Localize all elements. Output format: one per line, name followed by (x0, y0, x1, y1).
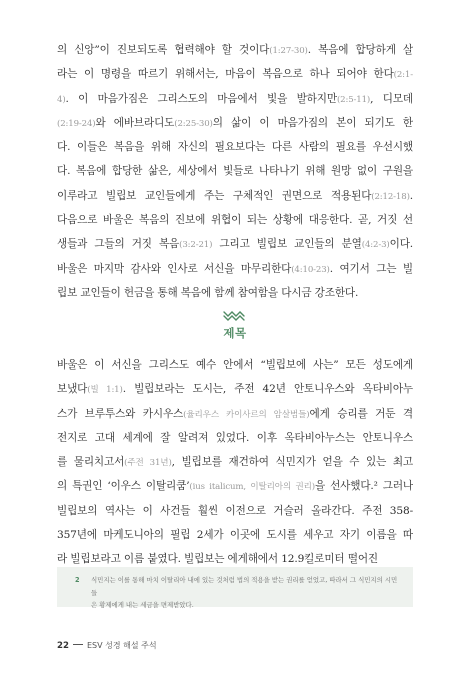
text-segment: 라는 이 명령을 따르기 위해서는, 마음이 복음으로 하나 되어야 한다 (57, 68, 394, 81)
text-segment: 이다. (389, 238, 413, 251)
scripture-reference: (2:12-18) (371, 191, 410, 202)
text-segment: 357년에 마케도니아의 필립 2세가 이곳에 도시를 세우고 자기 이름을 따 (57, 529, 413, 542)
text-segment: 그리고 빌립보 교인들의 분열 (212, 238, 362, 251)
scripture-reference: (2:19-24) (57, 118, 96, 129)
text-segment: 다. 이들은 복음을 위해 자신의 필요보다는 다른 사람의 필요를 우선시했 (57, 141, 413, 154)
text-segment: 다음으로 바울은 복음의 진보에 위협이 되는 상황에 대응한다. 곧, 거짓 선 (57, 214, 413, 227)
footnote-line-1: 식민지는 이를 통해 마치 이탈리아 내에 있는 것처럼 법의 적용을 받는 권리를 얻었고, 따라서 그 식민지의 시민들 (91, 576, 398, 597)
text-line (57, 135, 413, 159)
scripture-reference: (주전 31년) (124, 458, 172, 469)
text-segment: . 이 마음가짐은 그리스도의 마음에서 빛을 발하지만 (65, 92, 337, 105)
text-segment: 에게 승리를 거둔 격 (309, 407, 413, 420)
text-segment: . (409, 189, 413, 202)
text-segment: 의 신앙”이 진보되도록 협력해야 할 것이다 (57, 44, 270, 56)
text-segment: 의 특권인 ‘이우스 이탈리쿰’ (57, 480, 190, 493)
text-line (57, 499, 413, 523)
footnote-number: 2 (75, 576, 80, 584)
body-paragraph-2 (57, 353, 413, 572)
text-segment: 을 선사했다.² 그러나 (314, 480, 413, 493)
text-segment: . 복음에 합당하게 살 (307, 44, 413, 56)
text-line (57, 426, 413, 450)
footer-divider (73, 644, 83, 645)
text-line (57, 87, 413, 111)
section-heading: 제목 (223, 326, 247, 340)
text-line (57, 257, 413, 281)
text-line (57, 523, 413, 547)
footnote-box (57, 567, 413, 607)
scripture-reference: (4:2-3) (361, 240, 390, 251)
text-segment: 를 물리치고서 (57, 456, 125, 469)
book-title: ESV 성경 해설 주석 (86, 641, 157, 650)
text-segment: 보냈다 (57, 383, 88, 396)
text-segment: 다. 복음에 합당한 삶은, 세상에서 빛들로 나타나기 위해 원망 없이 구원을 (57, 165, 413, 178)
scripture-reference: (1:27-30) (269, 46, 308, 56)
scripture-reference: (2:25-30) (174, 118, 213, 129)
scripture-reference: (4:10-23) (291, 264, 330, 275)
scripture-reference: (3:2-21) (179, 240, 213, 251)
text-line (57, 450, 413, 474)
text-segment: 바울은 이 서신을 그리스도 예수 안에서 “빌립보에 사는” 모든 성도에게 (57, 359, 413, 371)
text-line (57, 281, 413, 305)
text-segment: 이루라고 빌립보 교인들에게 주는 구체적인 권면으로 적용된다 (57, 189, 372, 202)
text-line (57, 402, 413, 426)
text-segment: . 빌립보라는 도시는, 주전 42년 안토니우스와 옥타비아누 (122, 383, 413, 396)
text-line (57, 159, 413, 183)
page-footer (57, 640, 157, 651)
text-segment: 스가 브루투스와 카시우스 (57, 407, 184, 420)
scripture-reference: (빌 1:1) (87, 385, 123, 396)
scripture-reference: (율리우스 카이사르의 암살범들) (183, 409, 310, 420)
text-segment: 립보 교인들이 헌금을 통해 복음에 함께 참여함을 다시금 강조한다. (57, 286, 359, 299)
text-segment: 생들과 그들의 거짓 복음 (57, 238, 180, 251)
scripture-reference: (2:1- (393, 70, 413, 81)
text-line (57, 184, 413, 208)
text-segment: 바울은 마지막 감사와 인사로 서신을 마무리한다 (57, 262, 292, 275)
text-segment: , 디모데 (370, 92, 413, 105)
text-line (57, 474, 413, 498)
text-segment: . 여기서 그는 빌 (329, 262, 413, 275)
text-segment: 의 삶이 이 마음가짐의 본이 되기도 한 (212, 116, 413, 129)
scripture-reference: 4) (57, 94, 66, 105)
text-line (57, 208, 413, 232)
section-ornament-icon (221, 309, 249, 323)
text-segment: 전지로 고대 세계에 잘 알려져 있었다. 이후 옥타비아누스는 안토니우스 (57, 431, 413, 444)
text-line (57, 353, 413, 377)
text-line (57, 62, 413, 86)
body-paragraph-1 (57, 38, 413, 305)
text-segment: 라 빌립보라고 이름 붙였다. 빌립보는 에게해에서 12.9킬로미터 떨어진 (57, 553, 378, 566)
text-line (57, 38, 413, 62)
text-segment: , 빌립보를 재건하여 식민지가 얻을 수 있는 최고 (171, 456, 413, 469)
text-segment: 와 에바브라디도 (95, 116, 175, 129)
text-line (57, 377, 413, 401)
text-line (57, 111, 413, 135)
page-number: 22 (57, 641, 69, 651)
scripture-reference: (2:5-11) (336, 94, 371, 105)
footnote-line-2: 은 황제에게 내는 세금을 면제받았다. (91, 601, 194, 609)
scripture-reference: (ius italicum, 이탈리아의 권리) (189, 482, 315, 493)
text-line (57, 232, 413, 256)
text-segment: 빌립보의 역사는 이 사건들 훨씬 이전으로 거슬러 올라간다. 주전 358- (57, 504, 413, 517)
